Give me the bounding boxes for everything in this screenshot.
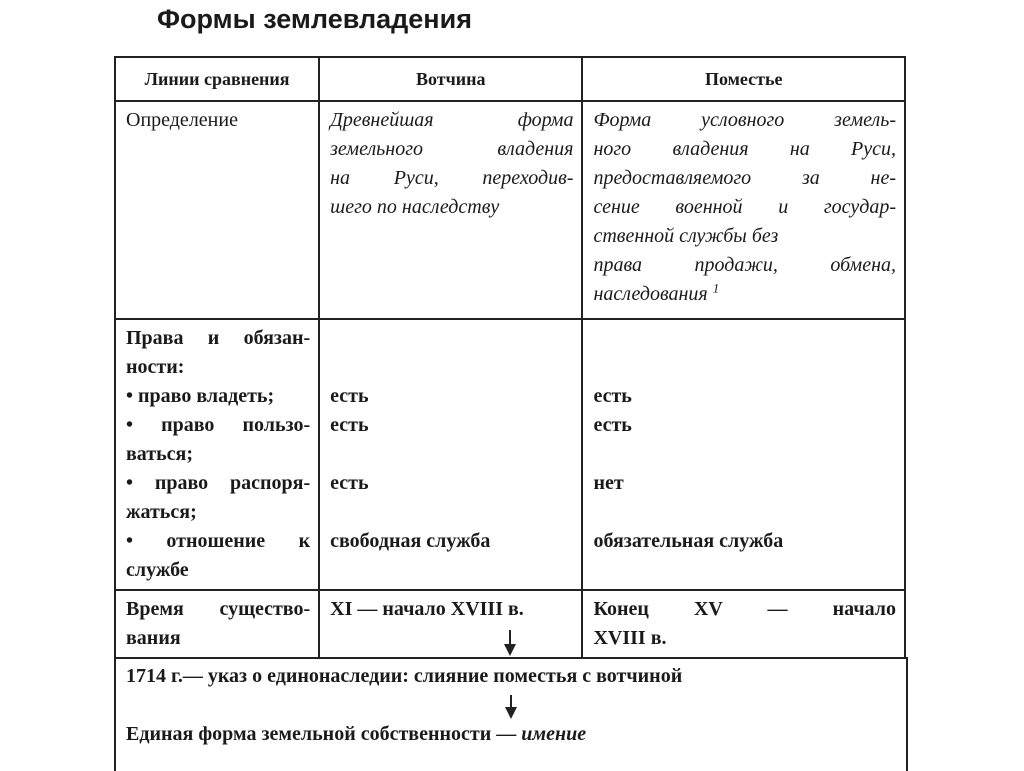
down-arrow-icon	[505, 695, 517, 723]
definition-pomestie-line: ного владения на Руси,	[593, 138, 896, 160]
definition-votchina-line: на Руси, переходив-	[330, 167, 574, 189]
rights-votchina-own: есть	[330, 385, 369, 407]
rights-label-line: • право владеть;	[126, 385, 275, 407]
rights-pomestie-use: есть	[593, 414, 632, 436]
decree-box	[114, 657, 908, 771]
table-header-row	[115, 57, 905, 101]
rights-pomestie	[582, 319, 905, 590]
header-comparison-lines: Линии сравнения	[115, 57, 319, 101]
definition-pomestie-line: наследования	[593, 283, 708, 305]
definition-votchina-line: земельного владения	[330, 138, 574, 160]
rights-votchina-service: свободная служба	[330, 530, 491, 552]
definition-votchina-line: Древнейшая форма	[330, 109, 574, 131]
definition-pomestie-line: сение военной и государ-	[593, 196, 896, 218]
rights-votchina	[319, 319, 582, 590]
footnote-marker: 1	[712, 280, 720, 296]
result-term: имение	[521, 723, 587, 745]
result-text	[126, 723, 586, 746]
rights-pomestie-own: есть	[593, 385, 632, 407]
result-prefix: Единая форма земельной собственности —	[126, 723, 517, 745]
page-title: Формы землевладения	[157, 4, 472, 34]
definition-pomestie	[582, 101, 905, 319]
definition-pomestie-line: права продажи, обмена,	[593, 254, 896, 276]
period-pomestie-line: XVIII в.	[593, 627, 667, 649]
period-votchina-text: XI — начало XVIII в.	[330, 598, 524, 620]
down-arrow-icon	[504, 630, 516, 658]
rights-label-line: • отношение к	[126, 530, 311, 552]
decree-text: 1714 г.— указ о единонаследии: слияние поместья с вотчиной	[126, 665, 683, 687]
rights-pomestie-service: обязательная служба	[593, 530, 784, 552]
period-label-line: вания	[126, 627, 181, 649]
rights-label-line: • право распоря-	[126, 472, 311, 494]
table-row-rights	[115, 319, 905, 590]
rights-label-line: ваться;	[126, 443, 194, 465]
header-pomestie: Поместье	[582, 57, 905, 101]
rights-label-line: Права и обязан-	[126, 327, 311, 349]
period-pomestie	[582, 590, 905, 658]
rights-label	[115, 319, 319, 590]
definition-label-text: Определение	[126, 109, 238, 131]
definition-votchina	[319, 101, 582, 319]
definition-pomestie-line: предоставляемого за не-	[593, 167, 896, 189]
period-label	[115, 590, 319, 658]
definition-label	[115, 101, 319, 319]
period-pomestie-line: Конец XV — начало	[593, 598, 896, 620]
rights-votchina-dispose: есть	[330, 472, 369, 494]
header-votchina: Вотчина	[319, 57, 582, 101]
period-votchina	[319, 590, 582, 658]
definition-pomestie-line: ственной службы без	[593, 225, 779, 247]
rights-label-line: службе	[126, 559, 189, 581]
rights-label-line: ности:	[126, 356, 185, 378]
definition-pomestie-last-line	[593, 280, 896, 309]
rights-votchina-use: есть	[330, 414, 369, 436]
period-label-line: Время существо-	[126, 598, 311, 620]
definition-pomestie-line: Форма условного земель-	[593, 109, 896, 131]
rights-pomestie-dispose: нет	[593, 472, 624, 494]
rights-label-line: жаться;	[126, 501, 197, 523]
definition-votchina-line: шего по наследству	[330, 196, 500, 218]
comparison-table	[114, 56, 906, 659]
table-row-definition	[115, 101, 905, 319]
rights-label-line: • право пользо-	[126, 414, 311, 436]
